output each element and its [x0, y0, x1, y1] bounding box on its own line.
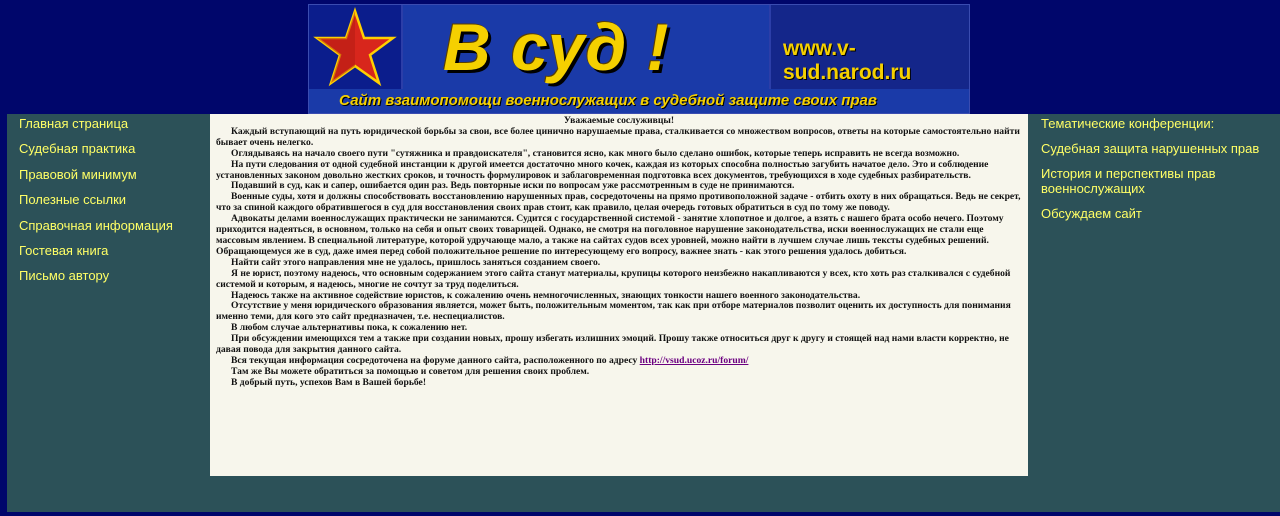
banner-subtitle: Сайт взаимопомощи военнослужащих в судебной защите своих прав: [339, 92, 877, 109]
article-paragraph: Отсутствие у меня юридического образования является, может быть, положительным моментом, так как при отборе материалов позволит оценить их доступность для понимания именно теми, для кого это сайт предназначен, т.е. неспециалистов.: [216, 300, 1011, 323]
left-navigation: [19, 114, 209, 292]
conference-link-history-rights[interactable]: История и перспективы прав военнослужащих: [1041, 166, 1216, 196]
banner-subtitle-panel: [309, 89, 969, 113]
conference-link-discuss-site[interactable]: Обсуждаем сайт: [1041, 206, 1142, 221]
article-paragraph: Подавший в суд, как и сапер, ошибается один раз. Ведь повторные иски по вопросам уже рассмотренным в суде не принимаются.: [231, 180, 795, 192]
conferences-heading: Тематические конференции:: [1041, 116, 1215, 131]
main-article: [210, 114, 1028, 476]
nav-link-home[interactable]: Главная страница: [19, 116, 129, 131]
main-band: [7, 114, 1280, 512]
article-paragraph: На пути следования от одной судебной инстанции к другой имеется достаточно много кочек, каждая из которых способна полностью загубить начатое дело. Это и соблюдение установленных законом довольно жестких сроков, и точность формулировок и заблаговременная подготовка всех документов, требующихся в ходе судебных разбирательств.: [216, 158, 989, 181]
article-paragraph: В любом случае альтернативы пока, к сожалению нет.: [231, 322, 468, 334]
nav-link-reference-info[interactable]: Справочная информация: [19, 217, 173, 233]
article-paragraph: Военные суды, хотя и должны способствовать восстановлению нарушенных прав, сосредоточены на прямо противоположной задаче - отбить охоту в них обращаться. Ведь не секрет, что за спиной каждого обратившегося в суд для восстановления своих прав стоит, как правило, целая очередь готовых обратиться в суд по тому же поводу.: [216, 191, 1021, 214]
article-paragraph: Каждый вступающий на путь юридической борьбы за свои, все более цинично нарушаемые права, сталкивается со множеством вопросов, ответы на которые самостоятельно найти бывает очень нелегко.: [216, 125, 1020, 148]
article-paragraph: Оглядываясь на начало своего пути "сутяжника и правдоискателя", становится ясно, как много было сделано ошибок, которые теперь исправить не всегда возможно.: [231, 147, 960, 159]
site-banner: [308, 4, 970, 114]
forum-link[interactable]: http://vsud.ucoz.ru/forum/: [639, 354, 749, 366]
article-paragraph: В добрый путь, успехов Вам в Вашей борьбе!: [231, 376, 427, 388]
nav-link-letter-to-author[interactable]: Письмо автору: [19, 268, 110, 284]
article-paragraph: Я не юрист, поэтому надеюсь, что основным содержанием этого сайта станут материалы, крупицы которого неизбежно накапливаются у всех, кто хоть раз сталкивался с судебной системой и которым, я надеюсь, многие не сочтут за труд поделиться.: [216, 267, 1011, 290]
article-greeting: Уважаемые сослуживцы!: [563, 115, 675, 126]
article-paragraph: Найти сайт этого направления мне не удалось, пришлось заняться созданием своего.: [231, 256, 601, 268]
banner-title-panel: [403, 5, 771, 89]
banner-url: www.v-sud.narod.ru: [783, 37, 912, 84]
right-navigation: [1041, 114, 1271, 231]
red-star-icon: [309, 5, 401, 89]
nav-link-legal-minimum[interactable]: Правовой минимум: [19, 166, 137, 182]
banner-title: В суд !: [443, 10, 670, 84]
article-paragraph: Надеюсь также на активное содействие юристов, к сожалению очень немногочисленных, знающих тонкости нашего военного законодательства.: [231, 289, 861, 301]
banner-url-panel: [771, 5, 969, 89]
article-paragraph: Там же Вы можете обратиться за помощью и советом для решения своих проблем.: [231, 365, 590, 377]
nav-link-useful-links[interactable]: Полезные ссылки: [19, 192, 127, 208]
article-paragraph: При обсуждении имеющихся тем а также при создании новых, прошу избегать излишних эмоций. Прошу также относиться друг к другу и стоящей над нами власти корректно, не давая повода для закрытия данного сайта.: [216, 333, 1009, 356]
conference-link-judicial-defense[interactable]: Судебная защита нарушенных прав: [1041, 141, 1260, 156]
banner-star-panel: [309, 5, 403, 89]
nav-link-judicial-practice[interactable]: Судебная практика: [19, 141, 136, 157]
article-paragraph: Адвокаты делами военнослужащих практически не занимаются. Судится с государственной системой - занятие хлопотное и долгое, а взять с нашего брата особо нечего. Поэтому приходится надеяться, в основном, только на себя и опыт своих товарищей. Однако, не смотря на поголовное нарушение законодательства, иски военнослужащих не стали еще массовым явлением. В специальной литературе, которой удручающе мало, а также на сайтах судов всех уровней, можно найти в лучшем случае лишь тексты судебных решений. Обращающемуся же в суд, даже имея перед собой положительное решение по интересующему его вопросу, важнее знать - как этого решения удалось добиться.: [216, 213, 1004, 257]
forum-prefix-text: Вся текущая информация сосредоточена на форуме данного сайта, расположенного по адресу: [231, 354, 640, 366]
nav-link-guestbook[interactable]: Гостевая книга: [19, 242, 109, 258]
